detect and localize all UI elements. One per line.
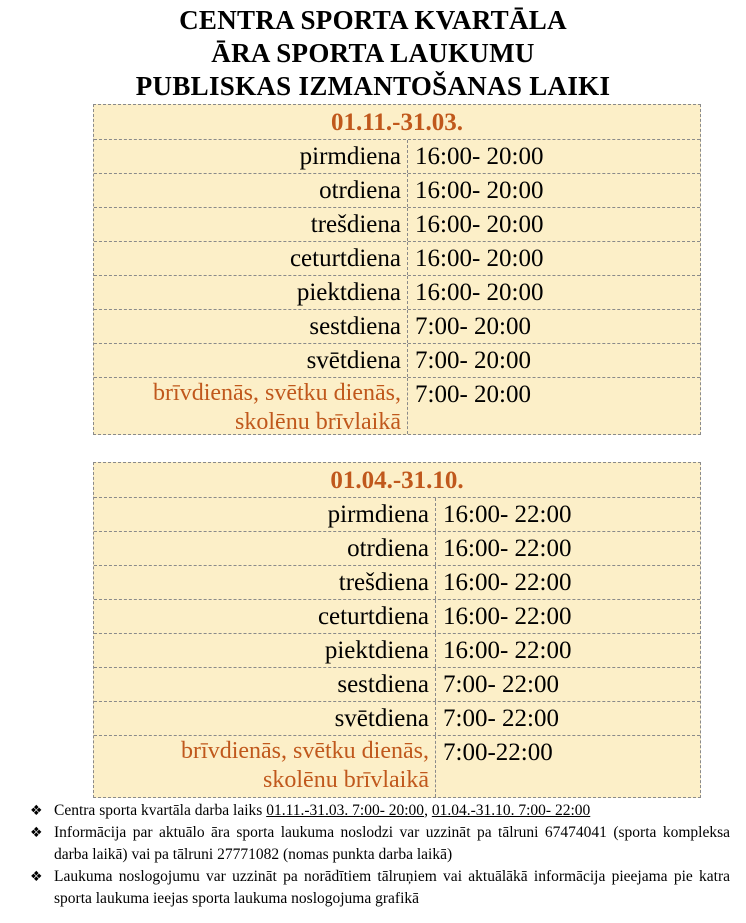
day-cell: pirmdiena: [94, 140, 408, 173]
table-row: [94, 667, 700, 701]
time-cell: 7:00- 22:00: [443, 671, 559, 698]
note-item: [30, 822, 730, 866]
holiday-row: [94, 735, 700, 797]
holiday-time-cell: 7:00-22:00: [443, 739, 553, 766]
note-separator: ,: [424, 802, 432, 819]
diamond-bullet-icon: ❖: [30, 869, 43, 885]
time-cell: 16:00- 22:00: [443, 535, 572, 562]
table-row: [94, 633, 700, 667]
diamond-bullet-icon: ❖: [30, 803, 43, 819]
time-cell: 16:00- 22:00: [443, 637, 572, 664]
page-title: [0, 4, 746, 103]
table-row: [94, 241, 700, 275]
table-header: [94, 105, 700, 139]
time-cell: 16:00- 20:00: [415, 211, 544, 238]
winter-schedule-table: [93, 104, 701, 435]
day-cell: otrdiena: [94, 174, 408, 207]
table-row: [94, 497, 700, 531]
holiday-day-cell: [94, 378, 408, 434]
table-row: [94, 599, 700, 633]
winter-hours-link: 01.11.-31.03. 7:00- 20:00: [266, 802, 425, 819]
holiday-day-cell: [94, 736, 436, 797]
table-row: [94, 565, 700, 599]
day-cell: svētdiena: [94, 344, 408, 377]
table-row: [94, 139, 700, 173]
note-text: Centra sporta kvartāla darba laiks: [54, 802, 267, 819]
day-cell: trešdiena: [94, 566, 436, 599]
period-label: 01.11.-31.03.: [331, 109, 463, 136]
day-cell: svētdiena: [94, 702, 436, 735]
note-item: [30, 866, 730, 910]
holiday-label-line-1: brīvdienās, svētku dienās,: [153, 380, 401, 406]
holiday-label-line-1: brīvdienās, svētku dienās,: [181, 738, 429, 764]
holiday-row: [94, 377, 700, 434]
note-text: Laukuma noslogojumu var uzzināt pa norādītiem tālruņiem vai aktuālākā informācija pieejama pie katra sporta laukuma ieejas sporta laukuma noslogojuma grafikā: [54, 868, 730, 907]
day-cell: piektdiena: [94, 634, 436, 667]
day-cell: ceturtdiena: [94, 600, 436, 633]
day-cell: ceturtdiena: [94, 242, 408, 275]
note-text: Informācija par aktuālo āra sporta laukuma noslodzi var uzzināt pa tālruni 67474041 (sporta kompleksa darba laikā) vai pa tālruni 27771082 (nomas punkta darba laikā): [54, 824, 730, 863]
time-cell: 16:00- 20:00: [415, 177, 544, 204]
time-cell: 7:00- 20:00: [415, 347, 531, 374]
period-label: 01.04.-31.10.: [330, 467, 464, 494]
title-line-2: ĀRA SPORTA LAUKUMU: [211, 38, 535, 68]
table-row: [94, 173, 700, 207]
day-cell: otrdiena: [94, 532, 436, 565]
day-cell: trešdiena: [94, 208, 408, 241]
time-cell: 7:00- 20:00: [415, 313, 531, 340]
time-cell: 7:00- 22:00: [443, 705, 559, 732]
holiday-time-cell: 7:00- 20:00: [415, 381, 531, 408]
time-cell: 16:00- 20:00: [415, 143, 544, 170]
time-cell: 16:00- 20:00: [415, 279, 544, 306]
time-cell: 16:00- 20:00: [415, 245, 544, 272]
day-cell: piektdiena: [94, 276, 408, 309]
summer-schedule-table: [93, 462, 701, 798]
table-row: [94, 343, 700, 377]
day-cell: pirmdiena: [94, 498, 436, 531]
table-header: [94, 463, 700, 497]
table-row: [94, 275, 700, 309]
holiday-label-line-2: skolēnu brīvlaikā: [235, 409, 401, 435]
time-cell: 16:00- 22:00: [443, 501, 572, 528]
note-item: [30, 800, 730, 822]
day-cell: sestdiena: [94, 310, 408, 343]
holiday-label-line-2: skolēnu brīvlaikā: [263, 767, 429, 793]
title-line-3: PUBLISKAS IZMANTOŠANAS LAIKI: [135, 71, 611, 101]
summer-hours-link: 01.04.-31.10. 7:00- 22:00: [431, 802, 591, 819]
title-line-1: CENTRA SPORTA KVARTĀLA: [179, 5, 567, 35]
time-cell: 16:00- 22:00: [443, 569, 572, 596]
table-row: [94, 309, 700, 343]
table-row: [94, 531, 700, 565]
day-cell: sestdiena: [94, 668, 436, 701]
table-row: [94, 701, 700, 735]
time-cell: 16:00- 22:00: [443, 603, 572, 630]
notes-list: [30, 800, 730, 910]
table-row: [94, 207, 700, 241]
diamond-bullet-icon: ❖: [30, 825, 43, 841]
